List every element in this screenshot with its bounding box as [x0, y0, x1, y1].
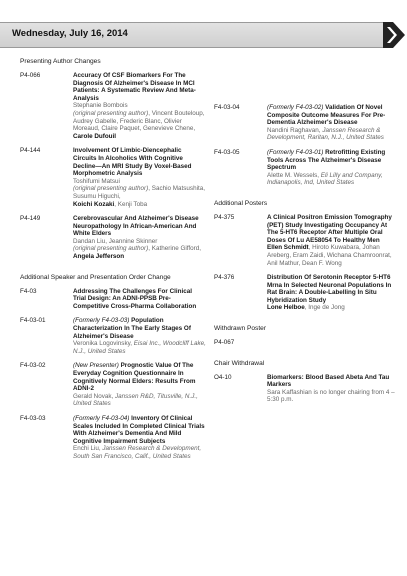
- program-entry: [214, 104, 398, 142]
- entry-code: O4-10: [214, 373, 232, 381]
- entry-code: F4-03-03: [20, 414, 46, 422]
- entry-authors: Lone Helboe, Inge de Jong: [267, 304, 345, 312]
- entry-authors: Dandan Liu, Jeannine Skinner (original presenting author), Katherine Gifford, Angela Jefferson: [73, 237, 202, 261]
- page-date-title: Wednesday, July 16, 2014: [12, 28, 128, 39]
- program-entry: [20, 362, 206, 408]
- entry-authors: Toshifumi Matsui (original presenting author), Sachio Matsushita, Susumu Higuchi, Koichi Kozaki, Kenji Toba: [73, 177, 205, 208]
- left-column: [20, 58, 206, 468]
- entry-title: Addressing The Challenges For Clinical Trial Design: An ADNI-PPSB Pre-Competitive Cross-Pharma Collaboration: [73, 287, 197, 310]
- entry-authors: Ellen Schmidt, Hiroto Kuwabara, Johan Areberg, Eram Zaidi, Wichana Chamroonrat, Anil Mathur, Dean F. Wong: [267, 244, 392, 267]
- section-heading: Presenting Author Changes: [20, 58, 101, 65]
- entry-title: (Formerly F4-03-01) Retrofitting Existing Tools Across The Alzheimer's Disease Spectrum: [267, 148, 386, 172]
- entry-authors: Alette M. Wessels, Eli Lilly and Company, Indianapolis, Ind, United States: [267, 171, 383, 187]
- right-column: [214, 104, 398, 411]
- entry-title: (Formerly F4-03-04) Inventory Of Clinical Scales Included In Completed Clinical Trials With Alzheimer's Dementia And Mild Cognitive Impairment Subjects: [73, 414, 205, 445]
- program-entry: [214, 274, 398, 312]
- entry-title: (Formerly F4-03-02) Validation Of Novel Composite Outcome Measures For Pre-Dementia Alzheimer's Disease: [267, 104, 386, 127]
- entry-code: P4-375: [214, 213, 235, 221]
- entry-code: F4-03-05: [214, 148, 240, 156]
- program-entry: [214, 149, 398, 187]
- entry-authors: Gerald Novak, Janssen R&D, Titusville, N.J., United States: [73, 392, 198, 408]
- entry-authors: Sara Kaffashian is no longer chairing from 4 – 5:30 p.m.: [267, 388, 395, 404]
- entry-title: (New Presenter) Prognostic Value Of The Everyday Cognition Questionnaire In Cognitively Normal Elders: Results From ADNI-2: [73, 362, 196, 393]
- program-entry: [20, 215, 206, 261]
- entry-authors: Enchi Liu, Janssen Research & Development, South San Francisco, Calif., United States: [73, 445, 202, 460]
- entry-code: P4-067: [214, 339, 235, 347]
- section-heading: Withdrawn Poster: [214, 325, 267, 333]
- entry-code: F4-03-02: [20, 362, 46, 370]
- program-entry: [214, 374, 398, 404]
- entry-code: P4-144: [20, 147, 41, 155]
- section-heading: Additional Posters: [214, 199, 268, 207]
- program-entry: [214, 214, 398, 267]
- entry-authors: Nandini Raghavan, Janssen Research & Development, Raritan, N.J., United States: [267, 126, 384, 142]
- entry-authors: Veronika Logovinsky, Eisai Inc., Woodcliff Lake, N.J., United States: [73, 340, 206, 355]
- entry-title: Distribution Of Serotonin Receptor 5-HT6 Mrna In Selected Neuronal Populations In Rat Brain: A Double-Labelling In Situ Hybridization Study: [267, 274, 392, 304]
- chevron-right-icon: [383, 22, 407, 48]
- entry-code: P4-149: [20, 215, 41, 223]
- program-entry: [20, 317, 206, 355]
- program-entry: [20, 288, 206, 311]
- entry-title: Cerebrovascular And Alzheimer's Disease Neuropathology In African-American And White Elders: [73, 215, 199, 238]
- entry-title: Accuracy Of CSF Biomarkers For The Diagnosis Of Alzheimer's Disease In MCI Patients: A Systematic Review And Meta-Analysis: [73, 72, 196, 102]
- entry-code: F4-03-04: [214, 104, 240, 111]
- entry-title: A Clinical Positron Emission Tomography (PET) Study Investigating Occupancy At The 5-HT6 Receptor After Multiple Oral Doses Of Lu AE58054 To Healthy Men: [267, 213, 392, 244]
- entry-title: Biomarkers: Blood Based Abeta And Tau Markers: [267, 373, 390, 389]
- entry-title: Involvement Of Limbic-Diencephalic Circuits In Alcoholics With Cognitive Decline—An MRI Study By Voxel-Based Morphometric Analysis: [73, 147, 192, 178]
- entry-code: P4-066: [20, 72, 41, 79]
- section-heading: Additional Speaker and Presentation Order Change: [20, 273, 171, 281]
- entry-code: F4-03-01: [20, 317, 46, 325]
- program-entry: [20, 72, 206, 140]
- entry-code: P4-376: [214, 274, 235, 282]
- date-header-bar: [0, 22, 386, 48]
- program-entry: [20, 147, 206, 208]
- entry-title: (Formerly F4-03-03) Population Characterization In The Early Stages Of Alzheimer's Disease: [73, 317, 191, 340]
- entry-code: F4-03: [20, 287, 37, 295]
- section-heading: Chair Withdrawal: [214, 359, 265, 367]
- program-entry: [214, 339, 398, 347]
- program-entry: [20, 415, 206, 461]
- entry-authors: Stephanie Bombois (original presenting author), Vincent Bouteloup, Audrey Gabelle, Frederic Blanc, Olivier Moreaud, Claire Paquet, Genevieve Chene, Carole Dufouil: [73, 102, 205, 140]
